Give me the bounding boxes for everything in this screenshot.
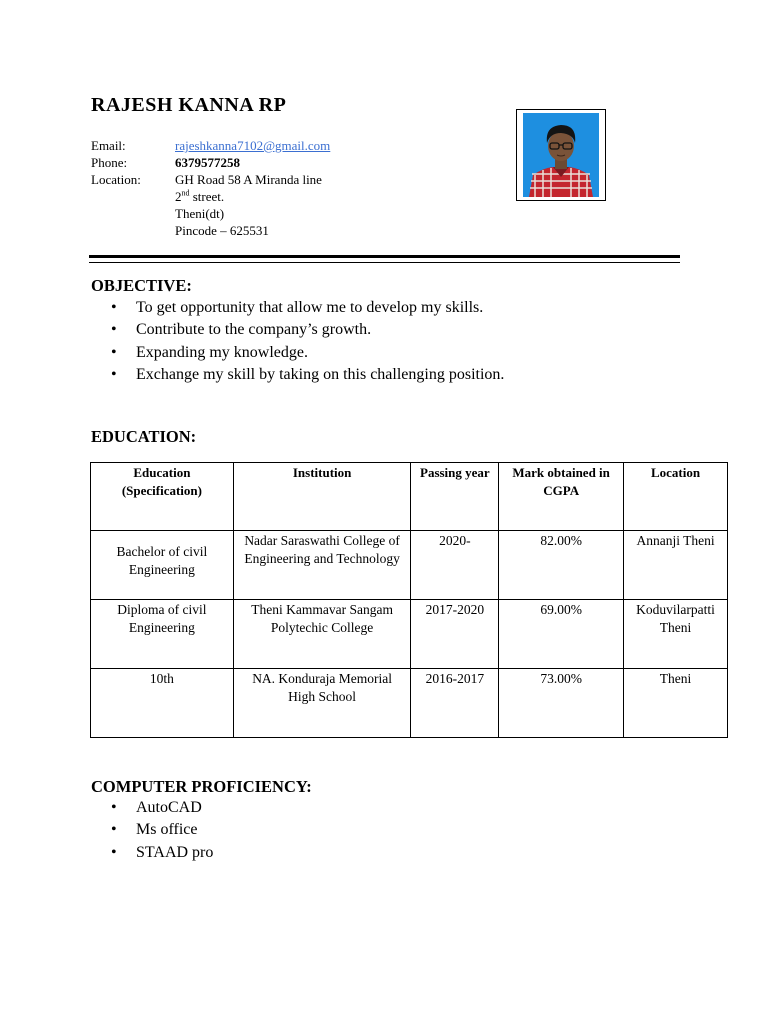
skill-item: • AutoCAD [136,797,213,819]
objective-item: • Contribute to the company’s growth. [136,319,504,341]
email-row [91,137,330,154]
column-header-institution: Institution [233,463,411,531]
objective-item: • To get opportunity that allow me to develop my skills. [136,297,504,319]
objective-item: • Expanding my knowledge. [136,342,504,364]
table-header-row [91,463,728,531]
address-line-4: Pincode – 625531 [175,223,269,238]
institution-cell: Nadar Saraswathi College of Engineering and Technology [233,531,411,600]
skill-item: • STAAD pro [136,842,213,864]
phone-row [91,154,330,171]
computer-proficiency-heading: COMPUTER PROFICIENCY: [91,777,312,796]
candidate-name: RAJESH KANNA RP [91,94,287,116]
address-line-2: 2nd street. [175,188,225,204]
objective-list [91,297,504,386]
column-header-passing-year: Passing year [411,463,499,531]
contact-block [91,137,330,239]
mark-cell: 73.00% [499,669,624,738]
address-row-3 [91,205,330,222]
institution-cell: Theni Kammavar Sangam Polytechic College [233,600,411,669]
computer-proficiency-list [91,797,213,864]
header-divider [89,255,680,263]
column-header-mark: Mark obtained in CGPA [499,463,624,531]
year-cell: 2016-2017 [411,669,499,738]
education-table [90,462,728,738]
table-row [91,669,728,738]
table-row [91,531,728,600]
location-label: Location: [91,172,141,187]
skill-item: • Ms office [136,819,213,841]
profile-photo [516,109,606,201]
education-cell: Diploma of civil Engineering [91,600,234,669]
year-cell: 2020- [411,531,499,600]
email-link[interactable]: rajeshkanna7102@gmail.com [175,138,331,153]
column-header-location: Location [624,463,728,531]
education-cell: 10th [91,669,234,738]
address-line-3: Theni(dt) [175,206,225,221]
location-row [91,171,330,188]
column-header-education: Education (Specification) [91,463,234,531]
phone-number: 6379577258 [175,155,240,170]
table-row [91,600,728,669]
address-line-1: GH Road 58 A Miranda line [175,172,322,187]
address-row-2 [91,188,330,205]
education-cell: Bachelor of civil Engineering [91,531,234,600]
mark-cell: 69.00% [499,600,624,669]
year-cell: 2017-2020 [411,600,499,669]
institution-cell: NA. Konduraja Memorial High School [233,669,411,738]
mark-cell: 82.00% [499,531,624,600]
location-cell: Annanji Theni [624,531,728,600]
email-label: Email: [91,138,126,153]
location-cell: Koduvilarpatti Theni [624,600,728,669]
objective-item: • Exchange my skill by taking on this challenging position. [136,364,504,386]
location-cell: Theni [624,669,728,738]
profile-photo-image [523,113,599,197]
address-row-4 [91,222,330,239]
phone-label: Phone: [91,155,128,170]
education-heading: EDUCATION: [91,427,197,446]
objective-heading: OBJECTIVE: [91,276,192,295]
